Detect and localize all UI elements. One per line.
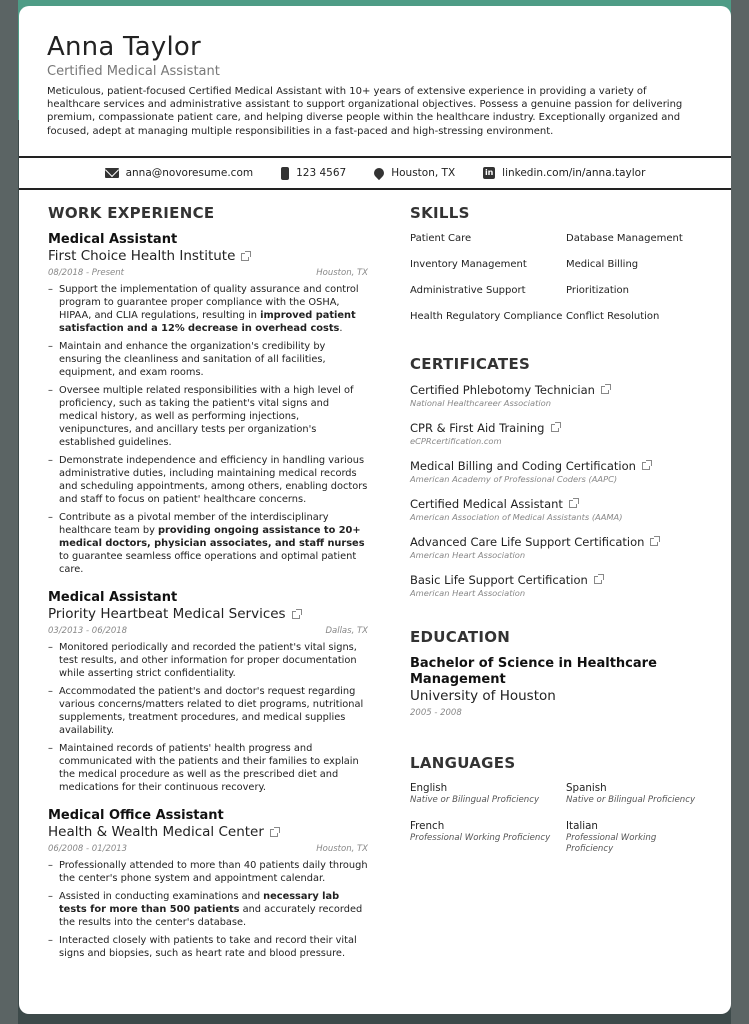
- certificate-title: Advanced Care Life Support Certification: [410, 535, 645, 549]
- candidate-name: Anna Taylor: [47, 32, 201, 62]
- certificates-heading: CERTIFICATES: [410, 355, 531, 373]
- language-item: [566, 820, 706, 855]
- language-item: [410, 782, 566, 806]
- external-link-icon[interactable]: [594, 576, 602, 584]
- bullet-item: [48, 454, 368, 506]
- certificate-issuer: American Association of Medical Assistants (AAMA): [410, 512, 623, 522]
- bullet-text: Maintain and enhance the organization's credibility by ensuring the cleanliness and sanitation of all facilities, equipment, and exam rooms.: [59, 341, 326, 378]
- job-list: [48, 232, 368, 960]
- bullet-text: Monitored periodically and recorded the patient's vital signs, test results, and other information for proper documentation while asserting strict confidentiality.: [59, 642, 357, 679]
- contact-bar: [19, 156, 731, 190]
- external-link-icon[interactable]: [292, 611, 300, 619]
- bullet-text: to guarantee seamless office operations and optimal patient care.: [59, 551, 357, 575]
- bullet-text: .: [339, 323, 343, 334]
- bullet-text: Professionally attended to more than 40 patients daily through the center's phone system and appointment calendar.: [59, 860, 368, 884]
- phone-text: 123 4567: [296, 167, 347, 179]
- education-school: University of Houston: [410, 688, 556, 704]
- bullet-text: Contribute as a pivotal member of the interdisciplinary healthcare team by: [59, 512, 329, 536]
- certificate-issuer: eCPRcertification.com: [410, 436, 502, 446]
- certificate-title: CPR & First Aid Training: [410, 421, 545, 435]
- language-item: [566, 782, 706, 806]
- bullet-text: Assisted in conducting examinations and: [59, 891, 264, 902]
- job-title: Medical Assistant: [48, 590, 178, 605]
- certificate-title: Medical Billing and Coding Certification: [410, 459, 636, 473]
- certificate-name[interactable]: [410, 421, 710, 435]
- bullet-item: [48, 685, 368, 737]
- certificate-name[interactable]: [410, 573, 710, 587]
- external-link-icon[interactable]: [601, 386, 609, 394]
- certificate-item: [410, 421, 710, 446]
- job-bullets: [48, 283, 368, 576]
- right-column: [410, 204, 710, 855]
- job-meta: [48, 268, 368, 278]
- certificate-title: Certified Medical Assistant: [410, 497, 563, 511]
- contact-phone[interactable]: [281, 167, 346, 180]
- bullet-item: [48, 283, 368, 335]
- external-link-icon[interactable]: [270, 829, 278, 837]
- certificate-name[interactable]: [410, 497, 710, 511]
- bullet-item: [48, 340, 368, 379]
- job-meta: [48, 626, 368, 636]
- company-name: First Choice Health Institute: [48, 248, 236, 264]
- job-title: Medical Office Assistant: [48, 808, 224, 823]
- summary: Meticulous, patient-focused Certified Medical Assistant with 10+ years of extensive experience in providing a variety of healthcare services and administrative assistant to support organizational objectives. Possess a genuine passion for delivering premium, compassionate patient care, and helping diverse people within the healthcare industry. Exceptionally organized and focused, adept at managing multiple responsibilities in a fast-paced and high-stressing environment.: [47, 86, 683, 137]
- certificate-issuer: American Heart Association: [410, 550, 526, 560]
- skill-item: Prioritization: [566, 285, 629, 296]
- certificate-item: [410, 459, 710, 484]
- bullet-item: [48, 890, 368, 929]
- left-column: [48, 204, 368, 974]
- skill-item: Conflict Resolution: [566, 311, 660, 322]
- language-name: French: [410, 820, 445, 832]
- certificate-item: [410, 535, 710, 560]
- language-list: [410, 782, 710, 855]
- language-name: Spanish: [566, 782, 607, 794]
- background-left: [0, 0, 18, 1024]
- candidate-title: Certified Medical Assistant: [47, 64, 220, 79]
- job-dates: 03/2013 - 06/2018: [48, 626, 128, 636]
- external-link-icon[interactable]: [241, 253, 249, 261]
- language-level: Native or Bilingual Proficiency: [410, 795, 540, 805]
- bullet-text: Maintained records of patients' health progress and communicated with the patients and their families to explain the medical procedure as well as the prescribed diet and medications for their continuous recovery.: [59, 743, 359, 793]
- linkedin-text: linkedin.com/in/anna.taylor: [502, 167, 646, 179]
- contact-location: [374, 167, 455, 179]
- job-bullets: [48, 859, 368, 960]
- skill-item: Database Management: [566, 233, 683, 244]
- language-level: Native or Bilingual Proficiency: [566, 795, 696, 805]
- job-entry: [48, 808, 368, 960]
- job-location: Dallas, TX: [325, 626, 368, 636]
- location-text: Houston, TX: [391, 167, 456, 179]
- skill-item: Medical Billing: [566, 259, 639, 270]
- certificate-title: Basic Life Support Certification: [410, 573, 588, 587]
- certificate-issuer: National Healthcareer Association: [410, 398, 552, 408]
- bullet-item: [48, 641, 368, 680]
- job-location: Houston, TX: [316, 268, 368, 278]
- bullet-text: and accurately recorded the results into the center's database.: [59, 904, 363, 928]
- company-name: Priority Heartbeat Medical Services: [48, 606, 286, 622]
- bullet-item: [48, 511, 368, 576]
- bullet-text: Oversee multiple related responsibilities with a high level of proficiency, such as taking the patient's vital signs and medical history, as well as performing injections, venipunctures, and ancillary tests per organization's established guidelines.: [59, 385, 354, 448]
- bullet-text: Accommodated the patient's and doctor's request regarding various concerns/matters related to diet programs, nutritional supplements, treatment procedures, and medical supplies availability.: [59, 686, 364, 736]
- language-level: Professional Working Proficiency: [410, 833, 551, 843]
- education-heading: EDUCATION: [410, 628, 511, 646]
- certificate-name[interactable]: [410, 459, 710, 473]
- certificate-name[interactable]: [410, 535, 710, 549]
- contact-email[interactable]: [105, 167, 254, 179]
- bullet-text: Demonstrate independence and efficiency in handling various administrative duties, including maintaining medical records and scheduling appointments, among others, enabling doctors and staff to focus on patient' healthcare concerns.: [59, 455, 368, 505]
- location-pin-icon: [372, 166, 386, 180]
- certificate-issuer: American Academy of Professional Coders (AAPC): [410, 474, 618, 484]
- skills-list: [410, 232, 710, 323]
- company-name: Health & Wealth Medical Center: [48, 824, 264, 840]
- skills-heading: SKILLS: [410, 204, 470, 222]
- bullet-item: [48, 384, 368, 449]
- job-dates: 08/2018 - Present: [48, 268, 125, 278]
- contact-linkedin[interactable]: [483, 167, 645, 179]
- job-company[interactable]: [48, 824, 368, 841]
- language-item: [410, 820, 566, 855]
- skill-item: Administrative Support: [410, 285, 526, 296]
- bullet-text: Support the implementation of quality assurance and control program to guarantee proper compliance with the OSHA, HIPAA, and CLIA regulations, resulting in: [59, 284, 359, 321]
- resume-header: [19, 6, 731, 138]
- certificate-name[interactable]: [410, 383, 710, 397]
- job-title: Medical Assistant: [48, 232, 178, 247]
- bullet-item: [48, 859, 368, 885]
- certificate-item: [410, 573, 710, 598]
- mail-icon: [105, 168, 119, 178]
- skill-item: Inventory Management: [410, 259, 527, 270]
- skill-item: Health Regulatory Compliance: [410, 311, 563, 322]
- education-dates: 2005 - 2008: [410, 708, 462, 718]
- external-link-icon[interactable]: [551, 424, 559, 432]
- job-company[interactable]: [48, 248, 368, 265]
- linkedin-icon: in: [484, 168, 494, 177]
- skill-item: Patient Care: [410, 233, 472, 244]
- work-experience-heading: WORK EXPERIENCE: [48, 204, 215, 222]
- certificate-item: [410, 497, 710, 522]
- certificate-title: Certified Phlebotomy Technician: [410, 383, 595, 397]
- bullet-item: [48, 742, 368, 794]
- job-entry: [48, 590, 368, 794]
- language-name: English: [410, 782, 448, 794]
- education-degree: Bachelor of Science in Healthcare Management: [410, 656, 657, 687]
- languages-heading: LANGUAGES: [410, 754, 516, 772]
- bullet-highlight: providing ongoing assistance to 20+ medical doctors, physician associates, and staff nurses: [59, 525, 365, 549]
- external-link-icon[interactable]: [569, 500, 577, 508]
- job-entry: [48, 232, 368, 576]
- bullet-highlight: necessary lab tests for more than 500 patients: [59, 891, 340, 915]
- resume-page: [19, 6, 731, 1014]
- job-dates: 06/2008 - 01/2013: [48, 844, 128, 854]
- language-name: Italian: [566, 820, 598, 832]
- certificate-list: [410, 383, 710, 598]
- external-link-icon[interactable]: [642, 462, 650, 470]
- certificate-item: [410, 383, 710, 408]
- language-level: Professional Working Proficiency: [566, 833, 657, 854]
- job-company[interactable]: [48, 606, 368, 623]
- external-link-icon[interactable]: [650, 538, 658, 546]
- job-bullets: [48, 641, 368, 794]
- job-location: Houston, TX: [316, 844, 368, 854]
- background-right: [731, 0, 749, 1024]
- bullet-item: [48, 934, 368, 960]
- job-meta: [48, 844, 368, 854]
- bullet-highlight: improved patient satisfaction and a 12% decrease in overhead costs: [59, 310, 356, 334]
- bullet-text: Interacted closely with patients to take and record their vital signs and biopsies, such as heart rate and blood pressure.: [59, 935, 357, 959]
- email-text: anna@novoresume.com: [125, 167, 254, 179]
- phone-icon: [281, 167, 289, 180]
- certificate-issuer: American Heart Association: [410, 588, 526, 598]
